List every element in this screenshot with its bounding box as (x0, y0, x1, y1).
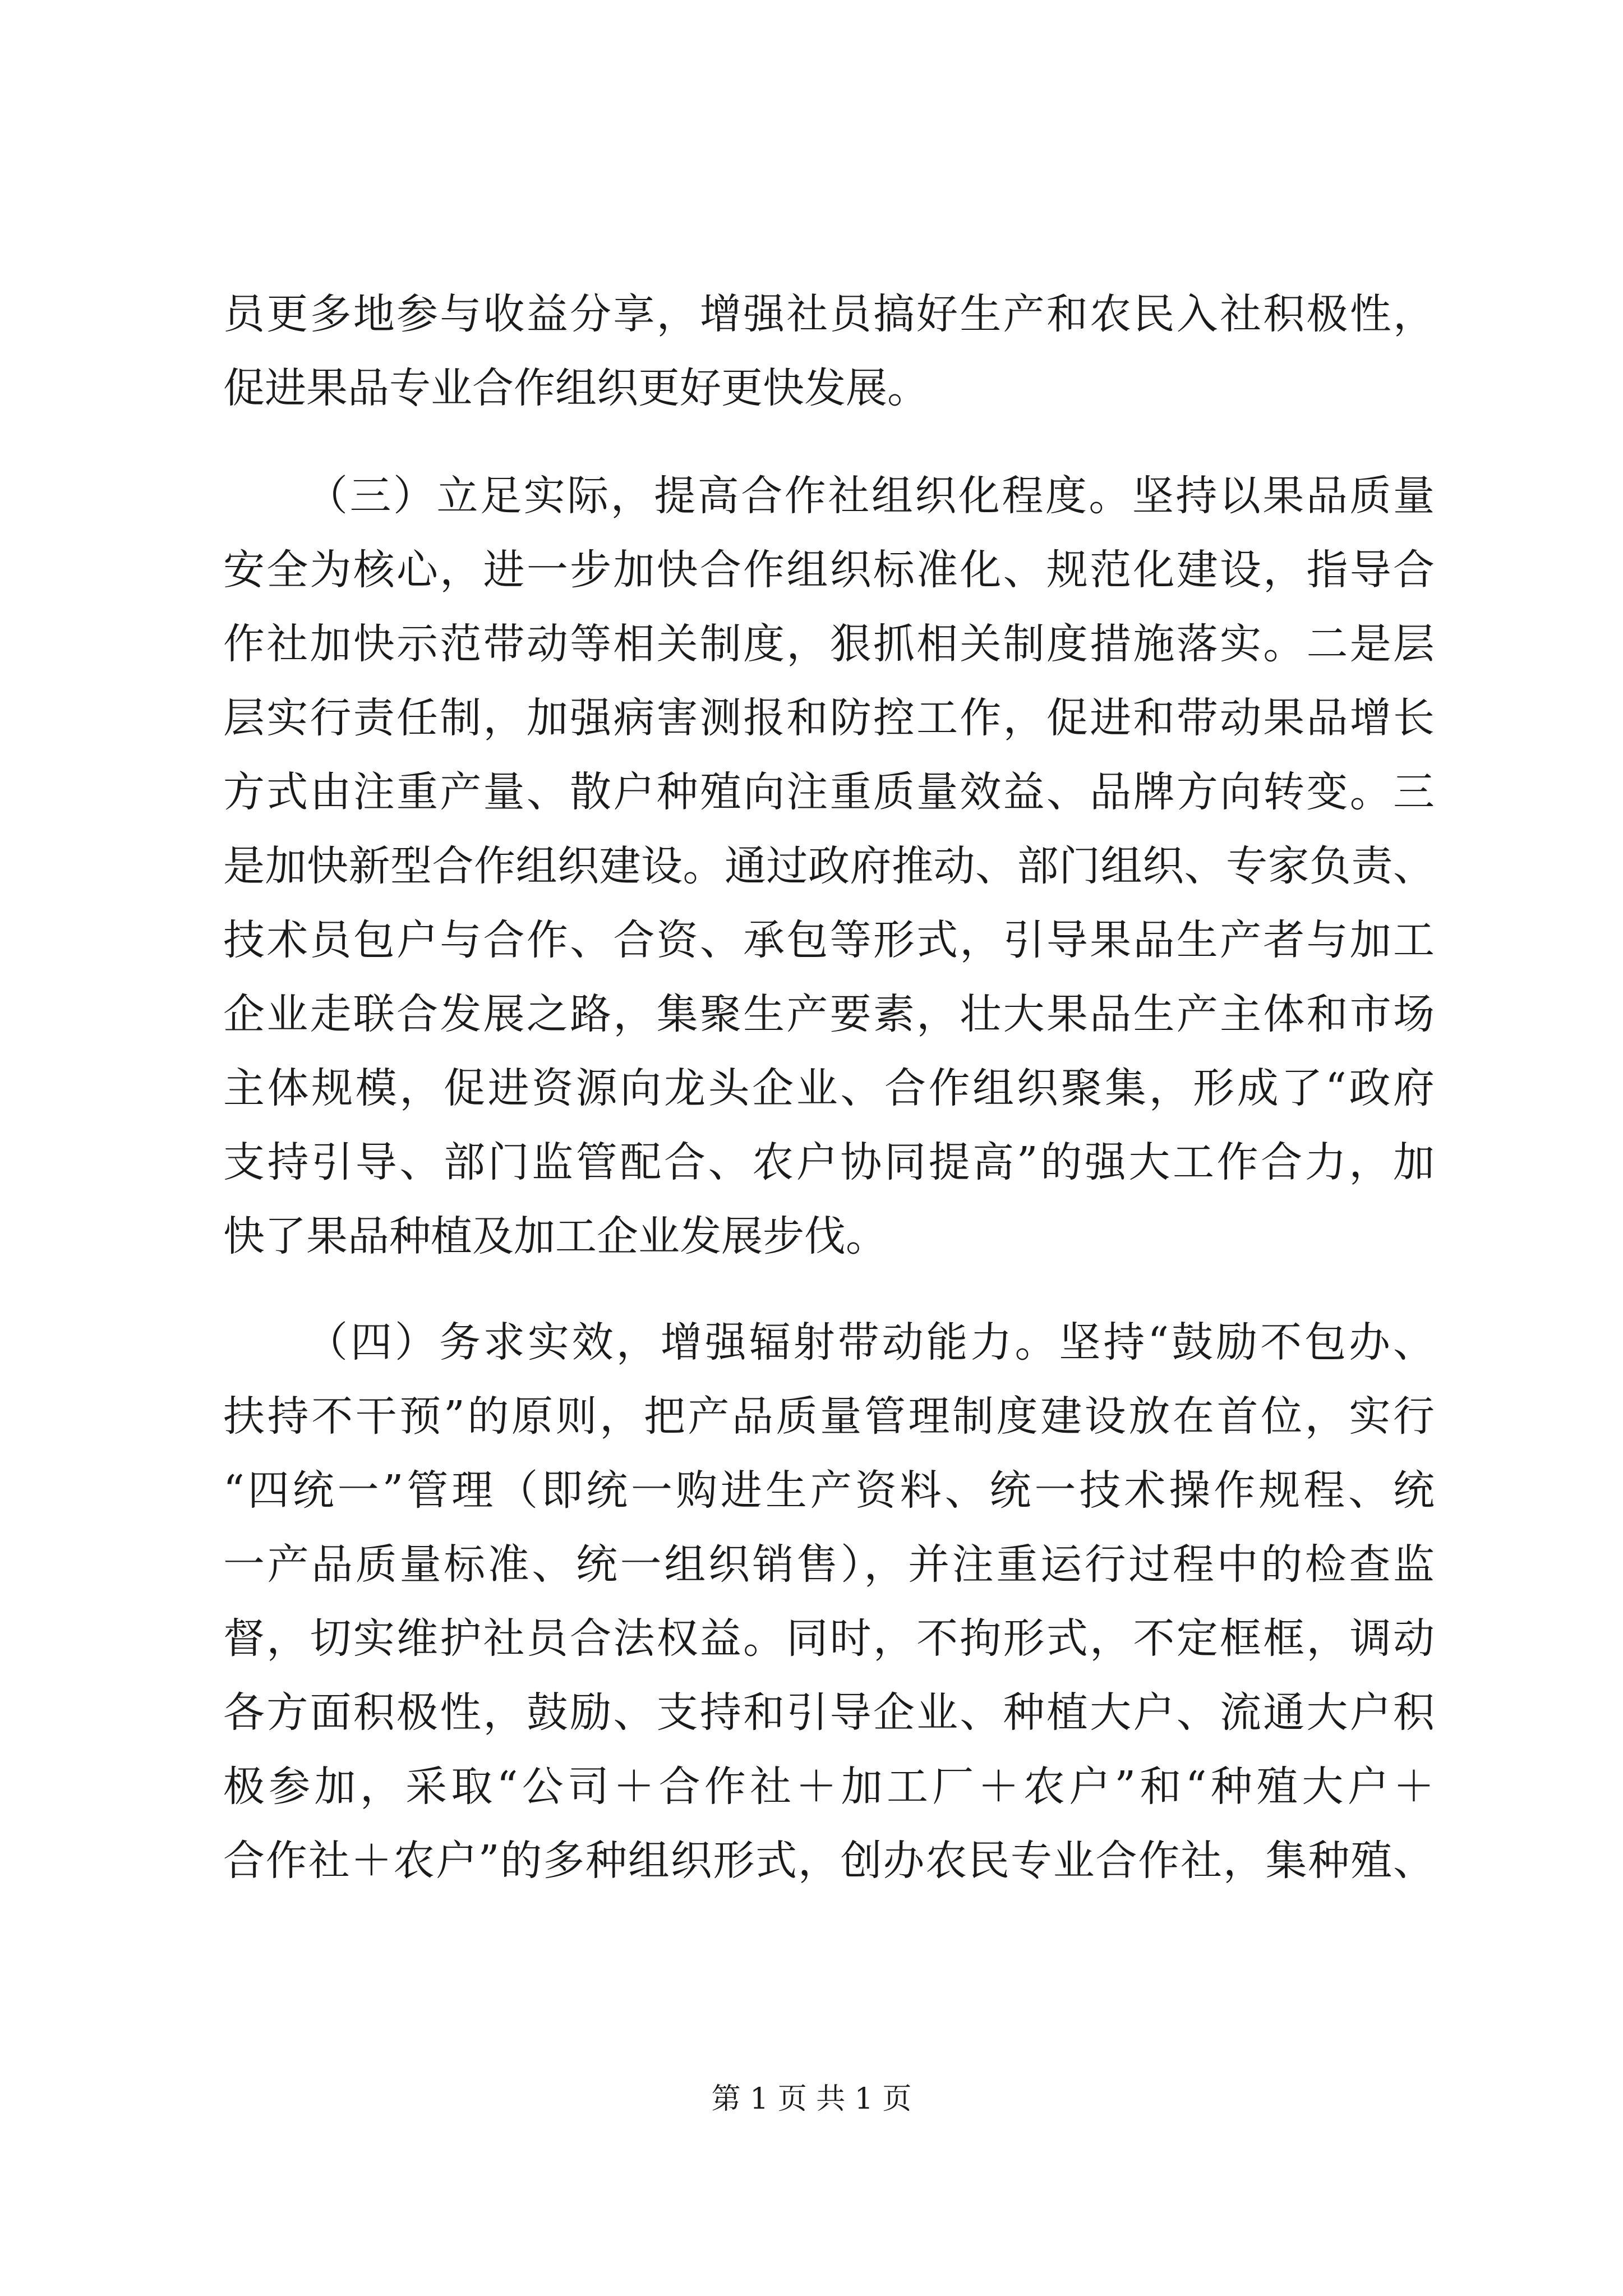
paragraph-heading-line: （四）务求实效，增强辐射带动能力。坚持“鼓励不包办、 (306, 1318, 1435, 1366)
text-line: 层实行责任制，加强病害测报和防控工作，促进和带动果品增长 (223, 694, 1435, 742)
text-line: 一产品质量标准、统一组织销售），并注重运行过程中的检查监 (223, 1540, 1435, 1589)
text-line: 快了果品种植及加工企业发展步伐。 (223, 1212, 887, 1260)
text-line: 企业走联合发展之路，集聚生产要素，壮大果品生产主体和市场 (223, 990, 1435, 1038)
text-line: 督，切实维护社员合法权益。同时，不拘形式，不定框框，调动 (223, 1614, 1435, 1663)
text-line: 合作社＋农户”的多种组织形式，创办农民专业合作社，集种殖、 (223, 1837, 1435, 1885)
text-line: 安全为核心，进一步加快合作组织标准化、规范化建设，指导合 (223, 546, 1435, 594)
text-line: 支持引导、部门监管配合、农户协同提高”的强大工作合力，加 (223, 1138, 1435, 1186)
text-line: “四统一”管理（即统一购进生产资料、统一技术操作规程、统 (223, 1466, 1435, 1515)
paragraph-heading-line: （三）立足实际，提高合作社组织化程度。坚持以果品质量 (306, 472, 1435, 520)
text-line: 扶持不干预”的原则，把产品质量管理制度建设放在首位，实行 (223, 1392, 1435, 1441)
text-line: 作社加快示范带动等相关制度，狠抓相关制度措施落实。二是层 (223, 620, 1435, 668)
text-line: 极参加，采取“公司＋合作社＋加工厂＋农户”和“种殖大户＋ (223, 1763, 1435, 1811)
text-line: 是加快新型合作组织建设。通过政府推动、部门组织、专家负责、 (223, 842, 1435, 890)
text-line: 各方面积极性，鼓励、支持和引导企业、种植大户、流通大户积 (223, 1688, 1435, 1737)
text-line: 技术员包户与合作、合资、承包等形式，引导果品生产者与加工 (223, 916, 1435, 964)
page-number-footer: 第 1 页 共 1 页 (711, 2082, 912, 2116)
text-line: 主体规模，促进资源向龙头企业、合作组织聚集，形成了“政府 (223, 1064, 1435, 1112)
text-line: 员更多地参与收益分享，增强社员搞好生产和农民入社积极性， (223, 290, 1435, 338)
text-line: 方式由注重产量、散户种殖向注重质量效益、品牌方向转变。三 (223, 768, 1435, 816)
text-line: 促进果品专业合作组织更好更快发展。 (223, 364, 929, 412)
